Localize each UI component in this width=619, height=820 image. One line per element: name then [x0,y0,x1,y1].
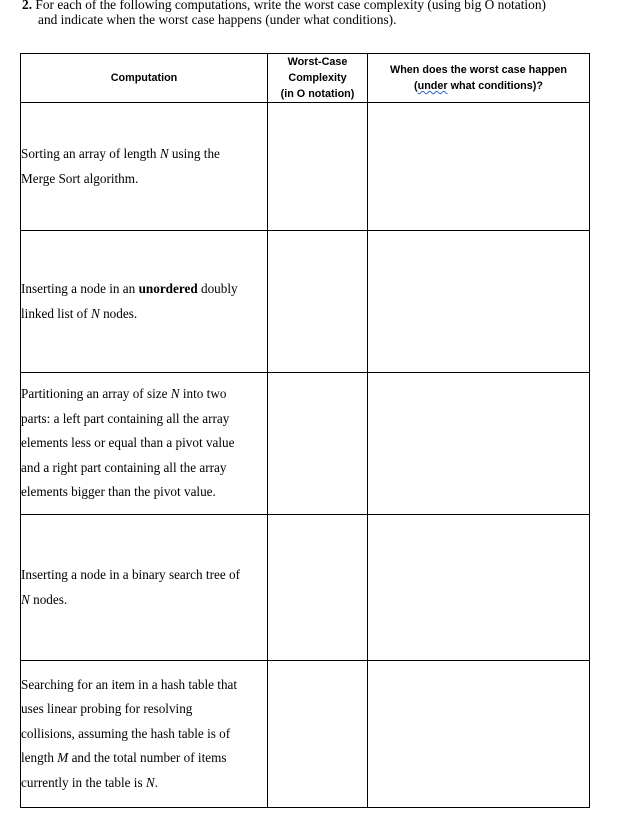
question-line-1: For each of the following computations, write the worst case complexity (using big O notation) [35,0,547,12]
condition-answer-cell[interactable] [368,661,590,808]
table-row [21,373,590,515]
header-computation: Computation [21,54,268,103]
header-when: When does the worst case happen (under what conditions)? [368,54,590,103]
question-line-2: and indicate when the worst case happens (under what conditions). [38,12,397,27]
complexity-answer-cell[interactable] [268,661,368,808]
computation-cell: Partitioning an array of size N into two parts: a left part containing all the array elements less or equal than a pivot value and a right part containing all the array elements bigger than the pivot value. [21,373,268,515]
table-row [21,515,590,661]
table-row [21,661,590,808]
complexity-answer-cell[interactable] [268,373,368,515]
table-row [21,103,590,231]
complexity-answer-cell[interactable] [268,231,368,373]
complexity-answer-cell[interactable] [268,515,368,661]
complexity-answer-cell[interactable] [268,103,368,231]
header-complexity: Worst-Case Complexity (in O notation) [268,54,368,103]
computation-cell: Searching for an item in a hash table that uses linear probing for resolving collisions, assuming the hash table is of length M and the total number of items currently in the table is N. [21,661,268,808]
header-row [21,54,590,103]
condition-answer-cell[interactable] [368,103,590,231]
table-row [21,231,590,373]
spellcheck-underline: under [417,80,448,92]
computation-cell: Inserting a node in an unordered doubly linked list of N nodes. [21,231,268,373]
computation-cell: Inserting a node in a binary search tree of N nodes. [21,515,268,661]
question-number: 2. [22,0,33,12]
condition-answer-cell[interactable] [368,373,590,515]
condition-answer-cell[interactable] [368,515,590,661]
complexity-table [20,53,590,808]
computation-cell: Sorting an array of length N using the Merge Sort algorithm. [21,103,268,231]
condition-answer-cell[interactable] [368,231,590,373]
question-text [22,0,612,27]
